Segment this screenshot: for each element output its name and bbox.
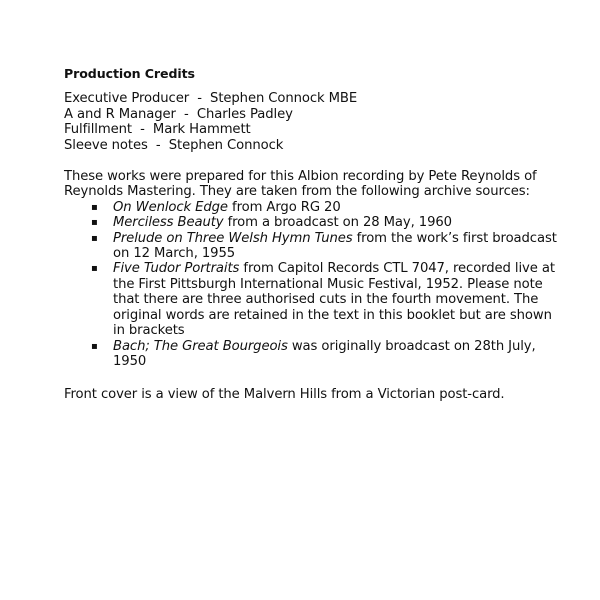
front-cover-note: Front cover is a view of the Malvern Hills from a Victorian post-card. (64, 387, 505, 403)
bullet-icon: ▪ (91, 340, 98, 352)
list-item (64, 215, 561, 230)
source-detail: from Capitol Records CTL 7047, recorded live at the First Pittsburgh International Music Festival, 1952. Please note that there are three authorised cuts in the fourth movement. The original words are retained in the text in this booklet but are shown in brackets (113, 261, 555, 339)
credit-sleeve-notes: Sleeve notes - Stephen Connock (64, 137, 284, 153)
credit-fulfillment: Fulfillment - Mark Hammett (64, 122, 251, 138)
source-title: Merciless Beauty (113, 215, 224, 231)
list-item (64, 261, 561, 338)
source-title: Prelude on Three Welsh Hymn Tunes (113, 230, 353, 246)
credit-executive-producer: Executive Producer - Stephen Connock MBE (64, 91, 358, 107)
credit-a-and-r-manager: A and R Manager - Charles Padley (64, 106, 293, 122)
source-title: Bach; The Great Bourgeois (113, 338, 288, 354)
source-detail: was originally broadcast on 28th July, 1950 (113, 338, 536, 369)
source-detail: from Argo RG 20 (227, 199, 341, 215)
document-page (64, 66, 564, 403)
source-title: Five Tudor Portraits (113, 261, 240, 277)
bullet-icon: ▪ (91, 217, 98, 229)
list-item (64, 200, 561, 215)
source-detail: from the work’s first broadcast on 12 March, 1955 (113, 230, 557, 262)
bullet-icon: ▪ (91, 232, 98, 244)
archive-sources-intro: These works were prepared for this Albion recording by Pete Reynolds of Reynolds Mastering. They are taken from the following archive sources: (64, 169, 537, 200)
bullet-icon: ▪ (91, 201, 98, 213)
production-credits-heading: Production Credits (64, 66, 195, 81)
bullet-icon: ▪ (91, 263, 98, 275)
archive-sources-list (64, 200, 564, 369)
list-item (64, 231, 561, 262)
credits-list (64, 91, 564, 153)
list-item (64, 339, 561, 370)
source-detail: from a broadcast on 28 May, 1960 (223, 215, 452, 231)
source-title: On Wenlock Edge (113, 199, 228, 215)
